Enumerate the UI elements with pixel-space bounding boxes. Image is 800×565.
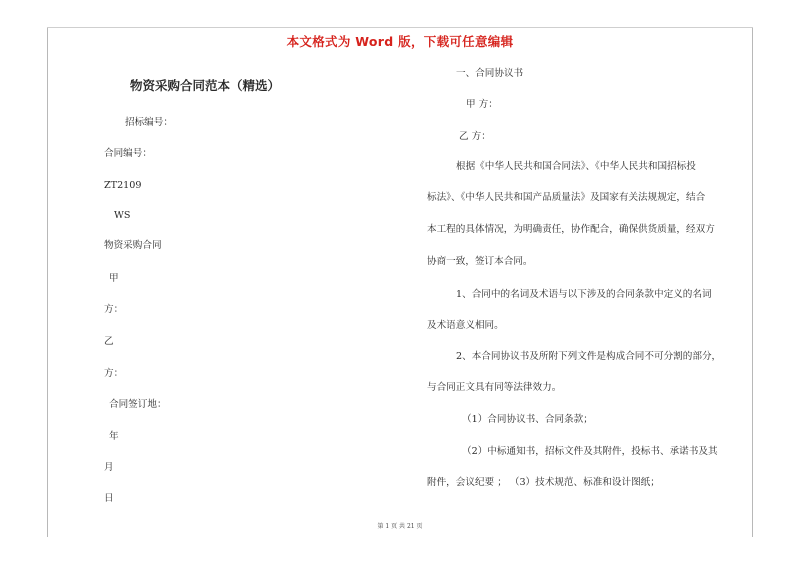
page-number: 第 1 页 共 21 页 xyxy=(377,523,423,530)
para1-line4: 协商一致，签订本合同。 xyxy=(427,256,533,267)
contract-code-suffix: WS xyxy=(114,210,131,221)
bid-number-label: 招标编号： xyxy=(125,117,173,128)
party-b-line: 乙 方： xyxy=(459,131,491,142)
contract-code: ZT2109 xyxy=(104,180,142,191)
party-a-suffix: 方： xyxy=(104,304,124,315)
para3-line1: 2、本合同协议书及所附下列文件是构成合同不可分割的部分， xyxy=(456,351,722,362)
page-frame xyxy=(47,27,753,537)
section-heading: 一、合同协议书 xyxy=(456,68,524,79)
para2-line2: 及术语意义相同。 xyxy=(427,320,504,331)
item2-line2: 附件，会议纪要 ； （3）技术规范、标准和设计图纸； xyxy=(427,477,660,488)
document-title: 物资采购合同范本（精选） xyxy=(130,78,281,93)
contract-type: 物资采购合同 xyxy=(104,240,162,251)
party-a-char: 甲 xyxy=(109,273,119,284)
year-label: 年 xyxy=(109,431,119,442)
item1-line: （1）合同协议书、合同条款； xyxy=(462,414,593,425)
party-b-char: 乙 xyxy=(104,336,114,347)
signing-place-label: 合同签订地： xyxy=(109,399,167,410)
edit-banner: 本文格式为 Word 版，下载可任意编辑 xyxy=(286,34,514,49)
para1-line1: 根据《中华人民共和国合同法》、《中华人民共和国招标投 xyxy=(456,161,696,172)
para3-line2: 与合同正文具有同等法律效力。 xyxy=(427,382,562,393)
para1-line2: 标法》、《中华人民共和国产品质量法》及国家有关法规规定，结合 xyxy=(427,192,706,203)
para1-line3: 本工程的具体情况，为明确责任，协作配合，确保供货质量，经双方 xyxy=(427,224,715,235)
page-top-border xyxy=(47,27,753,28)
day-label: 日 xyxy=(104,493,114,504)
month-label: 月 xyxy=(104,462,114,473)
para2-line1: 1、合同中的名词及术语与以下涉及的合同条款中定义的名词 xyxy=(456,289,712,300)
party-b-suffix: 方： xyxy=(104,368,124,379)
item2-line1: （2）中标通知书，招标文件及其附件，投标书、承诺书及其 xyxy=(462,446,718,457)
party-a-line: 甲 方： xyxy=(466,99,498,110)
contract-number-label: 合同编号： xyxy=(104,148,152,159)
